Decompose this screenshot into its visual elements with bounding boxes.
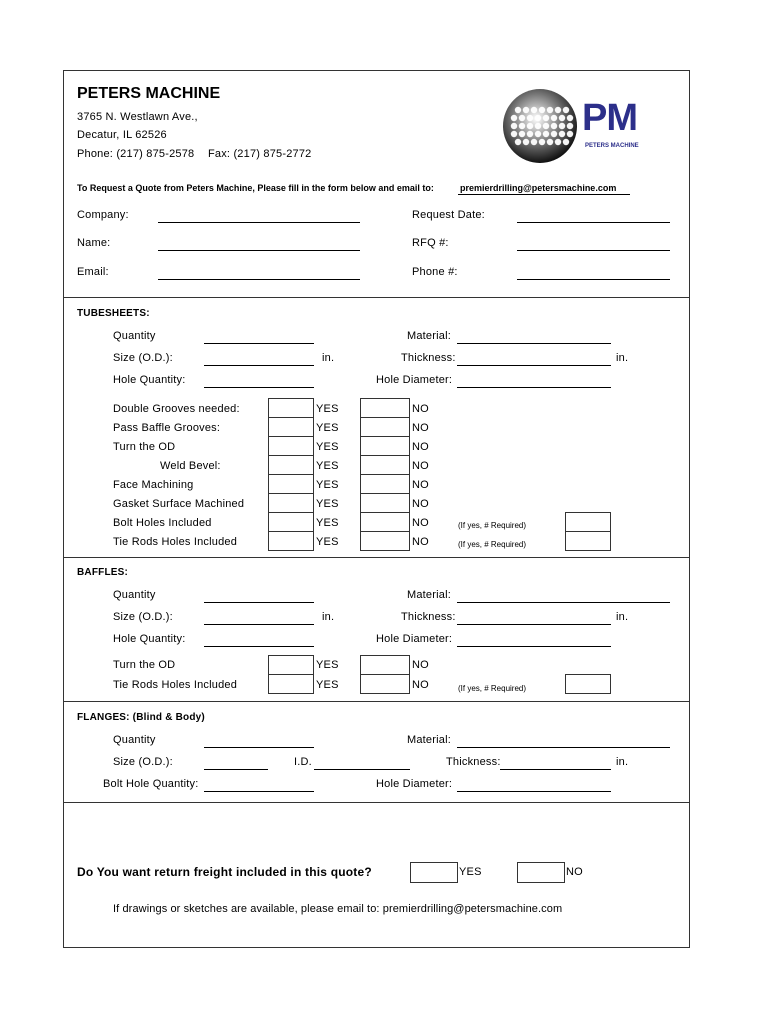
flanges-id-label: I.D. xyxy=(294,756,312,768)
baffles-option-no-box[interactable] xyxy=(360,674,410,694)
tubesheets-option-yes-box[interactable] xyxy=(268,474,314,494)
tubesheets-option-note: (If yes, # Required) xyxy=(458,521,527,530)
intro-text: To Request a Quote from Peters Machine, Please fill in the form below and email to: xyxy=(77,183,434,193)
request-date-input-line[interactable] xyxy=(517,222,670,223)
baffles-option-label: Turn the OD xyxy=(113,659,176,671)
tubesheets-option-label: Turn the OD xyxy=(113,441,176,453)
tubesheets-option-label: Gasket Surface Machined xyxy=(113,498,245,510)
baffles-quantity-input-line[interactable] xyxy=(204,602,314,603)
tubesheets-option-yes-box[interactable] xyxy=(268,417,314,437)
tubesheets-option-no: NO xyxy=(412,536,429,548)
tubesheets-hole-quantity-input-line[interactable] xyxy=(204,387,314,388)
intro-email: premierdrilling@petersmachine.com xyxy=(460,183,617,193)
baffles-option-note: (If yes, # Required) xyxy=(458,684,527,693)
baffles-thickness-unit: in. xyxy=(616,611,629,623)
flanges-bolt-hole-quantity-label: Bolt Hole Quantity: xyxy=(103,778,199,790)
freight-yes: YES xyxy=(459,866,482,878)
baffles-hole-diameter-input-line[interactable] xyxy=(457,646,611,647)
tubesheets-quantity-label: Quantity xyxy=(113,330,156,342)
tubesheets-option-no: NO xyxy=(412,422,429,434)
logo-letters: PM xyxy=(582,97,637,139)
baffles-size-input-line[interactable] xyxy=(204,624,314,625)
baffles-option-yes-box[interactable] xyxy=(268,655,314,675)
baffles-thickness-label: Thickness: xyxy=(401,611,456,623)
section-divider xyxy=(63,701,690,702)
flanges-thickness-unit: in. xyxy=(616,756,629,768)
baffles-hole-quantity-input-line[interactable] xyxy=(204,646,314,647)
company-input-line[interactable] xyxy=(158,222,360,223)
flanges-hole-diameter-input-line[interactable] xyxy=(457,791,611,792)
tubesheets-option-label: Weld Bevel: xyxy=(160,460,221,472)
tubesheets-option-yes-box[interactable] xyxy=(268,398,314,418)
tubesheets-option-label: Pass Baffle Grooves: xyxy=(113,422,221,434)
baffles-size-unit: in. xyxy=(322,611,335,623)
freight-no-box[interactable] xyxy=(517,862,565,883)
baffles-required-count-box[interactable] xyxy=(565,674,611,694)
baffles-option-yes-box[interactable] xyxy=(268,674,314,694)
company-phone: Phone: (217) 875-2578 xyxy=(77,148,195,160)
flanges-material-label: Material: xyxy=(407,734,451,746)
tubesheets-option-no: NO xyxy=(412,441,429,453)
tubesheets-option-no: NO xyxy=(412,517,429,529)
phone-input-line[interactable] xyxy=(517,279,670,280)
baffles-material-label: Material: xyxy=(407,589,451,601)
section-divider xyxy=(63,557,690,558)
flanges-quantity-label: Quantity xyxy=(113,734,156,746)
request-date-label: Request Date: xyxy=(412,209,485,221)
tubesheets-hole-diameter-label: Hole Diameter: xyxy=(376,374,453,386)
tubesheets-option-label: Double Grooves needed: xyxy=(113,403,240,415)
tubesheets-thickness-label: Thickness: xyxy=(401,352,456,364)
tubesheets-option-yes-box[interactable] xyxy=(268,512,314,532)
email-input-line[interactable] xyxy=(158,279,360,280)
tubesheets-option-no: NO xyxy=(412,479,429,491)
baffles-thickness-input-line[interactable] xyxy=(457,624,611,625)
tubesheets-size-label: Size (O.D.): xyxy=(113,352,173,364)
baffles-option-yes: YES xyxy=(316,659,339,671)
freight-yes-box[interactable] xyxy=(410,862,458,883)
tubesheets-option-no-box[interactable] xyxy=(360,474,410,494)
flanges-size-input-line[interactable] xyxy=(204,769,268,770)
baffles-option-no: NO xyxy=(412,679,429,691)
baffles-hole-diameter-label: Hole Diameter: xyxy=(376,633,453,645)
tubesheets-option-label: Tie Rods Holes Included xyxy=(113,536,238,548)
tubesheets-material-label: Material: xyxy=(407,330,451,342)
tubesheets-option-no-box[interactable] xyxy=(360,531,410,551)
flanges-id-input-line[interactable] xyxy=(314,769,410,770)
tubesheets-material-input-line[interactable] xyxy=(457,343,611,344)
tubesheets-option-label: Bolt Holes Included xyxy=(113,517,212,529)
intro-email-underline xyxy=(458,194,630,195)
flanges-thickness-label: Thickness: xyxy=(446,756,501,768)
baffles-option-no: NO xyxy=(412,659,429,671)
company-address-line2: Decatur, IL 62526 xyxy=(77,129,167,141)
tubesheets-option-no-box[interactable] xyxy=(360,417,410,437)
footer-note: If drawings or sketches are available, please email to: premierdrilling@petersmachine.com xyxy=(113,903,563,915)
section-divider xyxy=(63,802,690,803)
flanges-thickness-input-line[interactable] xyxy=(500,769,611,770)
baffles-option-label: Tie Rods Holes Included xyxy=(113,679,238,691)
tubesheets-option-no-box[interactable] xyxy=(360,436,410,456)
section-divider xyxy=(63,297,690,298)
rfq-input-line[interactable] xyxy=(517,250,670,251)
flanges-quantity-input-line[interactable] xyxy=(204,747,314,748)
tubesheets-option-yes: YES xyxy=(316,422,339,434)
tubesheets-option-yes-box[interactable] xyxy=(268,455,314,475)
baffles-option-no-box[interactable] xyxy=(360,655,410,675)
tubesheets-option-yes: YES xyxy=(316,479,339,491)
tubesheets-option-no-box[interactable] xyxy=(360,455,410,475)
company-name: PETERS MACHINE xyxy=(77,85,221,102)
tubesheets-option-yes: YES xyxy=(316,460,339,472)
tubesheets-size-input-line[interactable] xyxy=(204,365,314,366)
tubesheets-option-note: (If yes, # Required) xyxy=(458,540,527,549)
flanges-size-label: Size (O.D.): xyxy=(113,756,173,768)
baffles-hole-quantity-label: Hole Quantity: xyxy=(113,633,186,645)
email-label: Email: xyxy=(77,266,109,278)
flanges-material-input-line[interactable] xyxy=(457,747,670,748)
company-fax: Fax: (217) 875-2772 xyxy=(208,148,312,160)
tubesheets-option-yes: YES xyxy=(316,536,339,548)
tubesheets-option-yes: YES xyxy=(316,517,339,529)
tubesheets-option-no-box[interactable] xyxy=(360,493,410,513)
baffles-heading: BAFFLES: xyxy=(77,567,129,578)
logo-caption: PETERS MACHINE xyxy=(585,143,639,149)
freight-no: NO xyxy=(566,866,583,878)
rfq-label: RFQ #: xyxy=(412,237,449,249)
tubesheets-option-yes: YES xyxy=(316,403,339,415)
tubesheets-option-no-box[interactable] xyxy=(360,398,410,418)
tubesheets-hole-quantity-label: Hole Quantity: xyxy=(113,374,186,386)
tubesheets-size-unit: in. xyxy=(322,352,335,364)
tubesheets-option-no: NO xyxy=(412,403,429,415)
tubesheets-hole-diameter-input-line[interactable] xyxy=(457,387,611,388)
name-label: Name: xyxy=(77,237,111,249)
flanges-bolt-hole-quantity-input-line[interactable] xyxy=(204,791,314,792)
tubesheets-thickness-unit: in. xyxy=(616,352,629,364)
flanges-hole-diameter-label: Hole Diameter: xyxy=(376,778,453,790)
tubesheets-quantity-input-line[interactable] xyxy=(204,343,314,344)
company-logo xyxy=(500,86,645,166)
freight-question: Do You want return freight included in this quote? xyxy=(77,865,372,879)
tubesheets-option-no: NO xyxy=(412,460,429,472)
company-address-line1: 3765 N. Westlawn Ave., xyxy=(77,111,198,123)
baffles-size-label: Size (O.D.): xyxy=(113,611,173,623)
tubesheets-option-no-box[interactable] xyxy=(360,512,410,532)
baffles-quantity-label: Quantity xyxy=(113,589,156,601)
tubesheets-thickness-input-line[interactable] xyxy=(457,365,611,366)
tubesheets-option-yes: YES xyxy=(316,441,339,453)
tubesheets-heading: TUBESHEETS: xyxy=(77,308,150,319)
flanges-heading: FLANGES: (Blind & Body) xyxy=(77,712,205,723)
name-input-line[interactable] xyxy=(158,250,360,251)
baffles-material-input-line[interactable] xyxy=(457,602,670,603)
tubesheets-option-yes-box[interactable] xyxy=(268,531,314,551)
baffles-option-yes: YES xyxy=(316,679,339,691)
tubesheets-option-yes-box[interactable] xyxy=(268,436,314,456)
tubesheets-option-yes: YES xyxy=(316,498,339,510)
phone-label: Phone #: xyxy=(412,266,458,278)
tubesheets-option-label: Face Machining xyxy=(113,479,194,491)
company-label: Company: xyxy=(77,209,129,221)
tubesheets-required-count-box[interactable] xyxy=(565,512,611,532)
tubesheets-required-count-box[interactable] xyxy=(565,531,611,551)
tubesheets-option-no: NO xyxy=(412,498,429,510)
tubesheets-option-yes-box[interactable] xyxy=(268,493,314,513)
